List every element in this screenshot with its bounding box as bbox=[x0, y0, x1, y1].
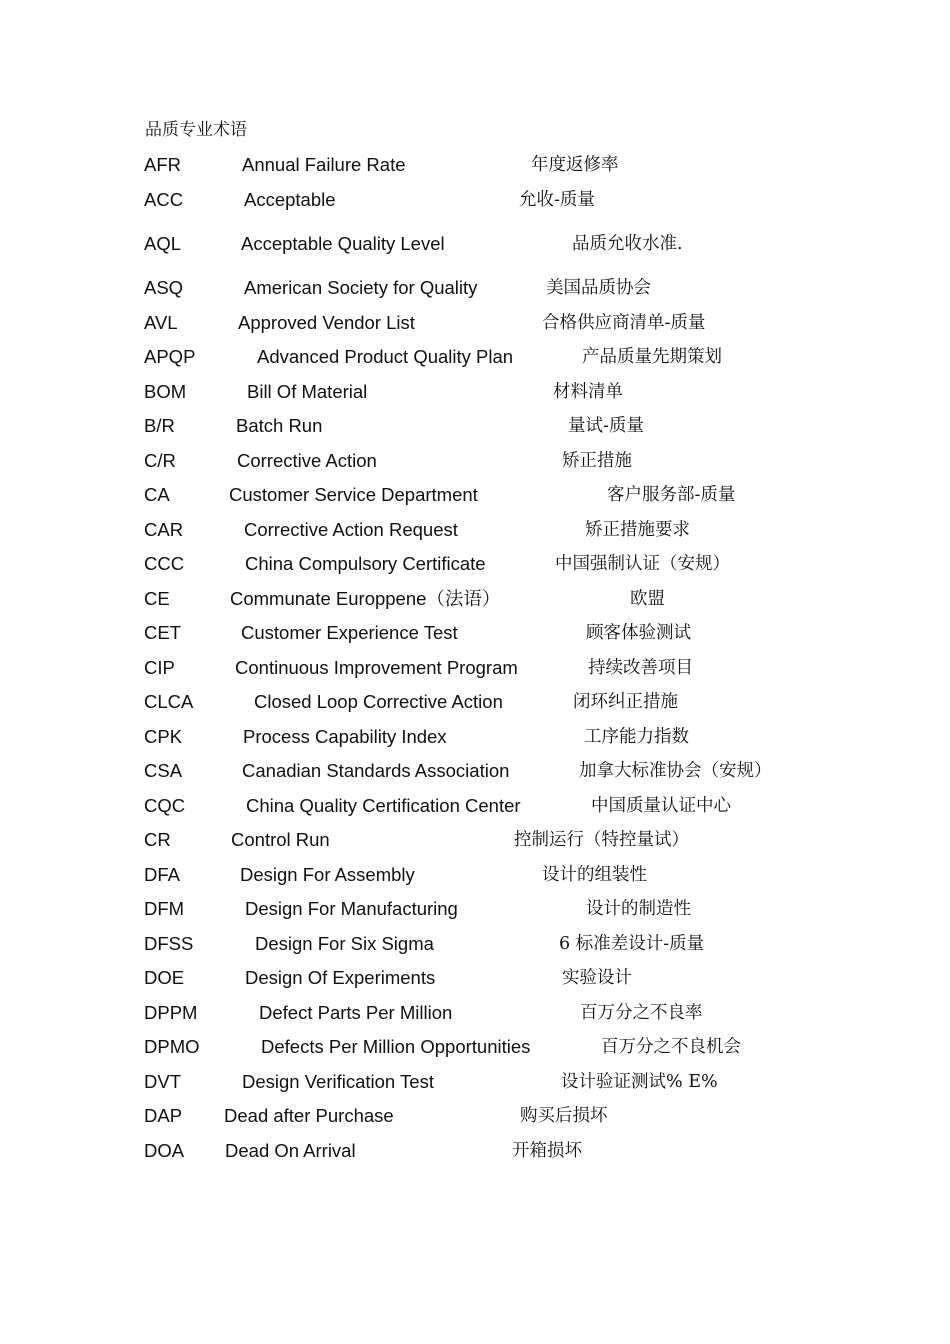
term-row bbox=[0, 552, 950, 578]
term-row bbox=[0, 1035, 950, 1061]
term-chinese-translation: 购买后损坏 bbox=[520, 1106, 608, 1126]
term-abbreviation: CPK bbox=[144, 726, 183, 747]
term-full-name: Dead after Purchase bbox=[224, 1105, 394, 1126]
term-row bbox=[0, 690, 950, 716]
term-full-name: China Quality Certification Center bbox=[246, 795, 521, 816]
term-full-name: Batch Run bbox=[236, 415, 323, 436]
term-chinese-translation: 设计的制造性 bbox=[586, 899, 691, 919]
term-full-name: Corrective Action Request bbox=[244, 519, 458, 540]
term-abbreviation: B/R bbox=[144, 415, 175, 436]
term-chinese-translation: 实验设计 bbox=[562, 968, 632, 988]
term-row bbox=[0, 1070, 950, 1096]
term-abbreviation: DVT bbox=[144, 1071, 181, 1092]
term-row bbox=[0, 276, 950, 302]
document-title: 品质专业术语 bbox=[145, 120, 247, 140]
term-row bbox=[0, 932, 950, 958]
term-chinese-translation: 设计的组装性 bbox=[542, 865, 647, 885]
term-abbreviation: CA bbox=[144, 484, 170, 505]
term-full-name: Corrective Action bbox=[237, 450, 377, 471]
term-row bbox=[0, 1104, 950, 1130]
term-full-name: Dead On Arrival bbox=[225, 1140, 356, 1161]
term-chinese-translation: 顾客体验测试 bbox=[586, 623, 691, 643]
term-full-name: Design For Six Sigma bbox=[255, 933, 434, 954]
term-full-name: Design For Manufacturing bbox=[245, 898, 458, 919]
term-row bbox=[0, 966, 950, 992]
term-row bbox=[0, 380, 950, 406]
term-abbreviation: DOE bbox=[144, 967, 185, 988]
term-chinese-translation: 工序能力指数 bbox=[584, 727, 689, 747]
term-row bbox=[0, 725, 950, 751]
term-abbreviation: CQC bbox=[144, 795, 186, 816]
term-full-name: American Society for Quality bbox=[244, 277, 478, 298]
term-abbreviation: BOM bbox=[144, 381, 187, 402]
term-row bbox=[0, 414, 950, 440]
term-chinese-translation: 闭环纠正措施 bbox=[573, 692, 678, 712]
term-row bbox=[0, 863, 950, 889]
term-abbreviation: CAR bbox=[144, 519, 184, 540]
term-full-name: Design Of Experiments bbox=[245, 967, 436, 988]
term-chinese-translation: 持续改善项目 bbox=[588, 658, 693, 678]
term-row bbox=[0, 518, 950, 544]
term-chinese-translation: 控制运行（特控量试） bbox=[514, 830, 689, 850]
term-chinese-translation: 量试-质量 bbox=[568, 416, 644, 436]
term-abbreviation: CSA bbox=[144, 760, 183, 781]
term-row bbox=[0, 232, 950, 258]
term-full-name: Defect Parts Per Million bbox=[259, 1002, 453, 1023]
term-abbreviation: AQL bbox=[144, 233, 182, 254]
term-full-name: Closed Loop Corrective Action bbox=[254, 691, 503, 712]
term-full-name: Annual Failure Rate bbox=[242, 154, 406, 175]
term-abbreviation: DPPM bbox=[144, 1002, 198, 1023]
term-chinese-translation: 矫正措施要求 bbox=[585, 520, 690, 540]
term-row bbox=[0, 188, 950, 214]
term-chinese-translation: 材料清单 bbox=[553, 382, 623, 402]
term-abbreviation: DPMO bbox=[144, 1036, 200, 1057]
term-row bbox=[0, 1001, 950, 1027]
term-chinese-translation: 加拿大标准协会（安规） bbox=[579, 761, 772, 781]
term-chinese-translation: 百万分之不良机会 bbox=[601, 1037, 741, 1057]
term-row bbox=[0, 345, 950, 371]
term-chinese-translation: 6 标准差设计-质量 bbox=[559, 934, 705, 954]
term-chinese-translation: 开箱损坏 bbox=[512, 1141, 582, 1161]
term-full-name: Process Capability Index bbox=[243, 726, 447, 747]
term-abbreviation: ACC bbox=[144, 189, 184, 210]
term-abbreviation: ASQ bbox=[144, 277, 184, 298]
term-abbreviation: C/R bbox=[144, 450, 176, 471]
term-chinese-translation: 客户服务部-质量 bbox=[607, 485, 736, 505]
term-abbreviation: DFSS bbox=[144, 933, 194, 954]
term-row bbox=[0, 587, 950, 613]
term-chinese-translation: 年度返修率 bbox=[531, 155, 619, 175]
term-full-name: China Compulsory Certificate bbox=[245, 553, 486, 574]
term-chinese-translation: 中国强制认证（安规） bbox=[555, 554, 730, 574]
term-row bbox=[0, 897, 950, 923]
term-full-name: Acceptable Quality Level bbox=[241, 233, 445, 254]
term-full-name: Bill Of Material bbox=[247, 381, 368, 402]
term-row bbox=[0, 828, 950, 854]
term-full-name: Communate Europpene（法语） bbox=[230, 588, 501, 609]
term-full-name: Approved Vendor List bbox=[238, 312, 415, 333]
term-row bbox=[0, 153, 950, 179]
term-abbreviation: CET bbox=[144, 622, 181, 643]
term-chinese-translation: 矫正措施 bbox=[562, 451, 632, 471]
term-abbreviation: CLCA bbox=[144, 691, 194, 712]
term-chinese-translation: 产品质量先期策划 bbox=[582, 347, 722, 367]
term-chinese-translation: 中国质量认证中心 bbox=[591, 796, 731, 816]
term-chinese-translation: 欧盟 bbox=[630, 589, 665, 609]
term-full-name: Design For Assembly bbox=[240, 864, 415, 885]
term-row bbox=[0, 311, 950, 337]
term-full-name: Customer Service Department bbox=[229, 484, 478, 505]
term-abbreviation: APQP bbox=[144, 346, 196, 367]
term-abbreviation: AFR bbox=[144, 154, 181, 175]
term-row bbox=[0, 1139, 950, 1165]
term-row bbox=[0, 656, 950, 682]
term-chinese-translation: 设计验证测试% E% bbox=[561, 1072, 718, 1092]
term-row bbox=[0, 483, 950, 509]
term-abbreviation: DFA bbox=[144, 864, 180, 885]
term-row bbox=[0, 759, 950, 785]
term-abbreviation: DOA bbox=[144, 1140, 185, 1161]
term-full-name: Control Run bbox=[231, 829, 330, 850]
term-abbreviation: DFM bbox=[144, 898, 185, 919]
term-chinese-translation: 允收-质量 bbox=[519, 190, 595, 210]
term-full-name: Acceptable bbox=[244, 189, 336, 210]
term-full-name: Customer Experience Test bbox=[241, 622, 458, 643]
term-row bbox=[0, 449, 950, 475]
term-abbreviation: CE bbox=[144, 588, 170, 609]
term-full-name: Advanced Product Quality Plan bbox=[257, 346, 514, 367]
term-full-name: Continuous Improvement Program bbox=[235, 657, 518, 678]
term-chinese-translation: 品质允收水准. bbox=[572, 234, 683, 254]
term-chinese-translation: 百万分之不良率 bbox=[580, 1003, 703, 1023]
term-abbreviation: CCC bbox=[144, 553, 185, 574]
term-row bbox=[0, 621, 950, 647]
term-abbreviation: CIP bbox=[144, 657, 175, 678]
term-abbreviation: DAP bbox=[144, 1105, 183, 1126]
term-full-name: Canadian Standards Association bbox=[242, 760, 510, 781]
term-row bbox=[0, 794, 950, 820]
term-abbreviation: AVL bbox=[144, 312, 178, 333]
term-full-name: Design Verification Test bbox=[242, 1071, 434, 1092]
term-abbreviation: CR bbox=[144, 829, 171, 850]
term-chinese-translation: 美国品质协会 bbox=[546, 278, 651, 298]
term-chinese-translation: 合格供应商清单-质量 bbox=[542, 313, 706, 333]
term-full-name: Defects Per Million Opportunities bbox=[261, 1036, 531, 1057]
